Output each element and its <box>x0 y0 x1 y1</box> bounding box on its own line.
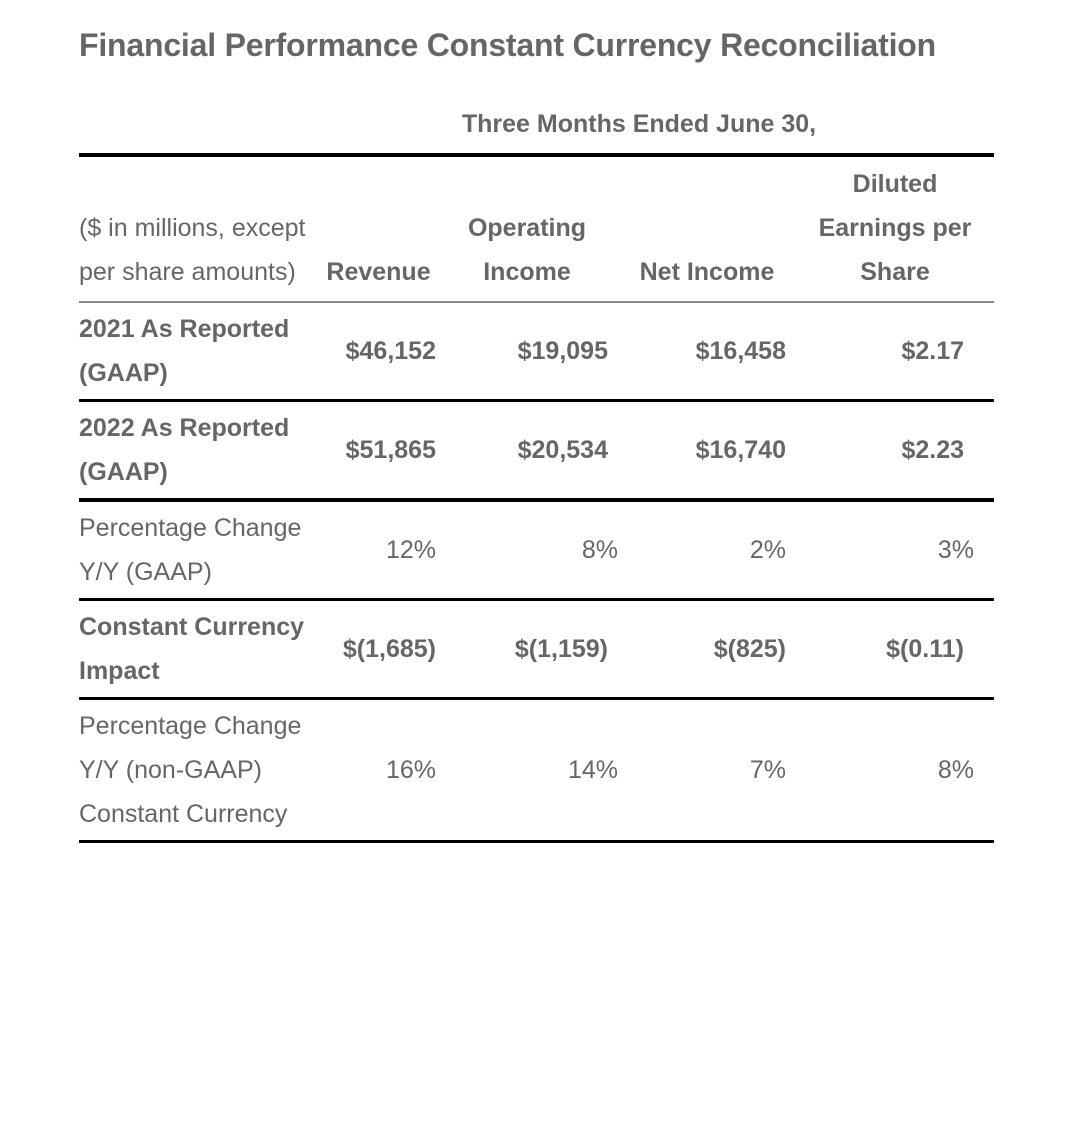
row-label: 2021 As Reported (GAAP) <box>79 315 290 387</box>
cell-net-income: $16,740 <box>695 436 786 464</box>
cell-revenue: $(1,685) <box>342 635 436 663</box>
cell-diluted-eps: $(0.11) <box>886 635 964 663</box>
table-row-2021-reported <box>79 302 994 401</box>
cell-diluted-eps: $2.17 <box>901 337 964 365</box>
table-header-row <box>79 157 994 302</box>
cell-diluted-eps: $2.23 <box>901 436 964 464</box>
header-label: ($ in millions, except per share amounts) <box>79 214 306 286</box>
cell-revenue: $46,152 <box>345 337 436 365</box>
header-revenue: Revenue <box>326 258 431 286</box>
cell-revenue: 16% <box>385 756 436 784</box>
table-row-2022-reported <box>79 401 994 501</box>
row-label: Constant Currency Impact <box>79 613 305 685</box>
table-row-pct-change-non-gaap <box>79 699 994 842</box>
reconciliation-document <box>79 0 994 843</box>
table-row-pct-change-gaap <box>79 500 994 600</box>
reconciliation-table <box>79 157 994 843</box>
page-title: Financial Performance Constant Currency Reconciliation <box>79 27 936 63</box>
cell-revenue: 12% <box>385 536 436 564</box>
cell-operating-income: $(1,159) <box>514 635 608 663</box>
row-label: Percentage Change Y/Y (GAAP) <box>79 514 302 586</box>
row-label: Percentage Change Y/Y (non-GAAP) Constant Currency <box>79 712 302 828</box>
cell-revenue: $51,865 <box>345 436 436 464</box>
header-diluted-eps: Diluted Earnings per Share <box>818 170 972 286</box>
cell-operating-income: $20,534 <box>517 436 608 464</box>
cell-diluted-eps: 3% <box>937 536 974 564</box>
cell-operating-income: 8% <box>581 536 618 564</box>
cell-operating-income: 14% <box>567 756 618 784</box>
period-heading: Three Months Ended June 30, <box>461 110 817 138</box>
cell-net-income: $(825) <box>713 635 786 663</box>
cell-net-income: 2% <box>749 536 786 564</box>
cell-net-income: $16,458 <box>695 337 786 365</box>
cell-diluted-eps: 8% <box>937 756 974 784</box>
row-label: 2022 As Reported (GAAP) <box>79 414 290 486</box>
header-operating-income: Operating Income <box>467 214 587 286</box>
table-row-constant-currency-impact <box>79 600 994 699</box>
cell-operating-income: $19,095 <box>517 337 608 365</box>
cell-net-income: 7% <box>749 756 786 784</box>
header-net-income: Net Income <box>639 258 775 286</box>
